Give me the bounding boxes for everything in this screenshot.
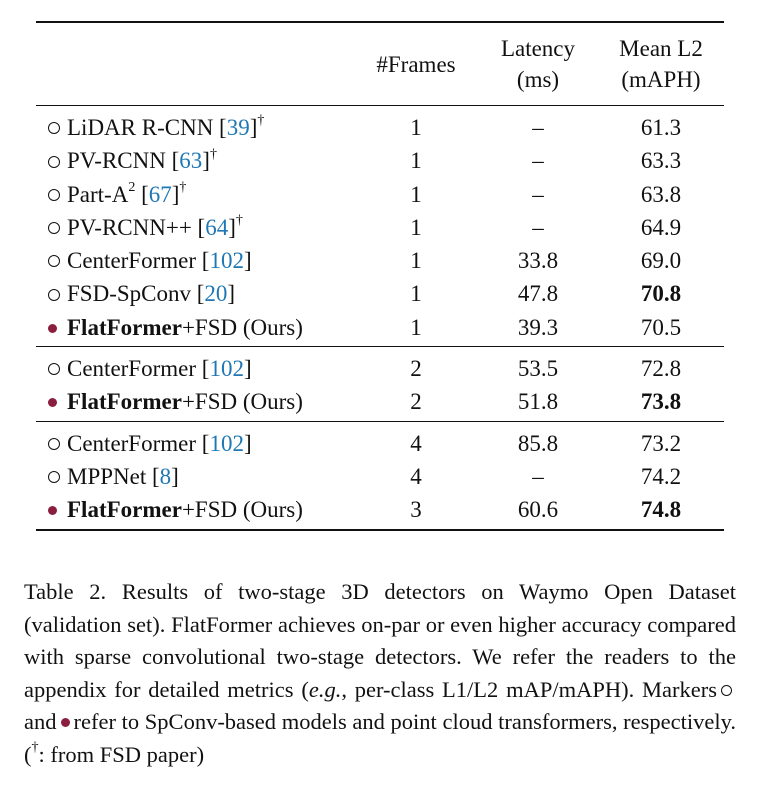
mean-l2-cell: 69.0	[640, 248, 682, 274]
method-name-bold: FlatFormer	[67, 389, 182, 415]
frames-cell: 2	[410, 389, 422, 415]
header-l2-line1: Mean L2	[619, 36, 703, 61]
latency-cell: –	[532, 181, 544, 207]
frames-cell: 1	[410, 115, 422, 140]
method-name-text: MPPNet [	[67, 463, 160, 489]
frames-cell: 4	[410, 463, 422, 489]
table-row	[36, 352, 724, 385]
citation-link[interactable]: 102	[209, 430, 244, 456]
method-name-text: CenterFormer [	[67, 430, 210, 456]
frames-cell: 3	[410, 497, 422, 523]
header-frames: #Frames	[376, 52, 456, 77]
row-marker	[48, 111, 60, 144]
table-row	[36, 111, 724, 144]
table-row	[36, 277, 724, 310]
header-latency-line2: (ms)	[516, 67, 560, 92]
method-name-bold: FlatFormer	[67, 497, 182, 523]
frames-cell: 1	[410, 181, 422, 207]
method-name-text: CenterFormer [	[67, 248, 210, 274]
method-name-text: CenterFormer [	[67, 356, 210, 382]
latency-cell: 53.5	[517, 356, 559, 382]
method-name-bold: FlatFormer	[67, 314, 182, 340]
caption-eg: e.g.	[308, 676, 342, 702]
table-row	[36, 311, 724, 344]
citation-link[interactable]: 39	[226, 115, 250, 140]
filled-circle-marker-icon	[48, 506, 57, 515]
method-name-text-2: [	[135, 181, 149, 207]
filled-circle-marker-icon	[48, 324, 57, 333]
latency-cell: 39.3	[517, 314, 559, 340]
mean-l2-cell: 61.3	[640, 115, 682, 140]
open-circle-marker-icon	[48, 471, 60, 483]
method-name-bracket: ]	[228, 214, 236, 240]
method-name-superscript: 2	[128, 179, 136, 195]
method-name-bracket: ]	[243, 356, 252, 382]
method-name-text: PV-RCNN [	[67, 148, 180, 174]
latency-cell: 60.6	[517, 497, 559, 523]
table-row	[36, 144, 724, 177]
method-name-text: FSD-SpConv [	[67, 281, 205, 307]
latency-cell: 47.8	[517, 281, 559, 307]
frames-cell: 1	[410, 281, 422, 307]
filled-circle-marker-icon	[61, 718, 70, 727]
mean-l2-cell: 70.8	[640, 281, 682, 307]
row-marker	[48, 211, 60, 244]
method-name-bracket: ]	[243, 248, 252, 274]
header-l2-line2: (mAPH)	[621, 67, 701, 92]
open-circle-marker-icon	[48, 122, 60, 134]
open-circle-marker-icon	[48, 222, 60, 234]
open-circle-marker-icon	[48, 289, 60, 301]
method-name	[67, 311, 303, 344]
dagger-mark: †	[209, 146, 217, 162]
citation-link[interactable]: 64	[205, 214, 229, 240]
citation-link[interactable]: 67	[148, 181, 172, 207]
method-name-bracket: ]	[202, 148, 210, 174]
method-name	[67, 427, 252, 460]
caption-text-4: refer to SpConv-based models and point cloud transformers, respectively. (	[24, 709, 736, 767]
row-group	[36, 347, 724, 421]
latency-cell: 51.8	[517, 389, 559, 415]
table-row	[36, 211, 724, 244]
row-marker	[48, 178, 60, 211]
mean-l2-cell: 64.9	[640, 214, 682, 240]
method-name-text: PV-RCNN++ [	[67, 214, 206, 240]
latency-cell: 33.8	[517, 248, 559, 274]
method-name	[67, 144, 217, 177]
table-row	[36, 178, 724, 211]
method-name	[67, 460, 179, 493]
frames-cell: 1	[410, 248, 422, 274]
caption-text-1: Table 2. Results of two-stage 3D detectors on Waymo Open Dataset (validation set). FlatFormer achieves on-par or even higher accuracy compared with sparse convolutional two-stage detectors. We refer the readers to the appendix for detailed metrics (	[24, 579, 736, 702]
latency-cell: –	[532, 148, 544, 174]
row-marker	[48, 244, 60, 277]
frames-cell: 1	[410, 214, 422, 240]
latency-cell: –	[532, 214, 544, 240]
open-circle-marker-icon	[48, 189, 60, 201]
method-name	[67, 277, 235, 310]
open-circle-marker-icon	[48, 156, 60, 168]
dagger-mark: †	[235, 213, 243, 229]
row-marker	[48, 460, 60, 493]
citation-link[interactable]: 102	[209, 248, 244, 274]
bottom-rule	[36, 529, 724, 531]
row-marker	[48, 311, 57, 344]
table-row	[36, 493, 724, 526]
citation-link[interactable]: 63	[179, 148, 203, 174]
method-name-text: Part-A	[67, 181, 129, 207]
method-name-bracket: ]	[243, 430, 252, 456]
results-table	[36, 21, 724, 531]
frames-cell: 2	[410, 356, 422, 382]
table-body	[36, 106, 724, 529]
header-latency-line1: Latency	[500, 36, 576, 61]
frames-cell: 4	[410, 430, 422, 456]
row-group	[36, 106, 724, 346]
mean-l2-cell: 63.8	[640, 181, 682, 207]
method-name	[67, 211, 243, 244]
caption-text-5: : from FSD paper)	[38, 741, 205, 767]
method-name-bracket: ]	[227, 281, 236, 307]
method-name-text: +FSD (Ours)	[181, 389, 303, 415]
citation-link[interactable]: 8	[159, 463, 172, 489]
method-name-text: +FSD (Ours)	[181, 314, 303, 340]
method-name-text: LiDAR R-CNN [	[67, 115, 227, 140]
dagger-mark: †	[257, 113, 265, 129]
latency-cell: –	[532, 115, 544, 140]
mean-l2-cell: 73.2	[640, 430, 682, 456]
table-row	[36, 460, 724, 493]
method-name	[67, 178, 186, 211]
header-mean-l2	[601, 33, 721, 95]
open-circle-marker-icon	[48, 438, 60, 450]
citation-link[interactable]: 20	[204, 281, 228, 307]
row-marker	[48, 427, 60, 460]
method-name	[67, 244, 252, 277]
header-latency	[482, 33, 594, 95]
filled-circle-marker-icon	[48, 398, 57, 407]
mean-l2-cell: 63.3	[640, 148, 682, 174]
table-caption	[24, 576, 736, 772]
caption-dagger: †	[31, 740, 39, 756]
table-row	[36, 385, 724, 418]
row-group	[36, 422, 724, 529]
method-name	[67, 385, 303, 418]
method-name	[67, 493, 303, 526]
method-name-bracket: ]	[171, 181, 180, 207]
method-name	[67, 111, 264, 144]
method-name-text: +FSD (Ours)	[181, 497, 303, 523]
citation-link[interactable]: 102	[209, 356, 244, 382]
row-marker	[48, 493, 57, 526]
table-row	[36, 244, 724, 277]
open-circle-marker-icon	[48, 255, 60, 267]
method-name-bracket: ]	[171, 463, 179, 489]
open-circle-marker-icon	[721, 685, 732, 696]
dagger-mark: †	[179, 179, 187, 195]
row-marker	[48, 385, 57, 418]
method-name	[67, 352, 252, 385]
open-circle-marker-icon	[48, 363, 60, 375]
mean-l2-cell: 74.2	[640, 463, 682, 489]
mean-l2-cell: 74.8	[640, 497, 682, 523]
caption-text-2: , per-class L1/L2 mAP/mAPH). Markers	[341, 676, 717, 702]
row-marker	[48, 352, 60, 385]
table-header	[36, 23, 724, 105]
mean-l2-cell: 72.8	[640, 356, 682, 382]
row-marker	[48, 277, 60, 310]
table-row	[36, 427, 724, 460]
frames-cell: 1	[410, 148, 422, 174]
latency-cell: –	[532, 463, 544, 489]
mean-l2-cell: 70.5	[640, 314, 682, 340]
latency-cell: 85.8	[517, 430, 559, 456]
method-name-bracket: ]	[249, 115, 258, 140]
caption-text-3: and	[24, 709, 57, 735]
mean-l2-cell: 73.8	[640, 389, 682, 415]
row-marker	[48, 144, 60, 177]
frames-cell: 1	[410, 314, 422, 340]
